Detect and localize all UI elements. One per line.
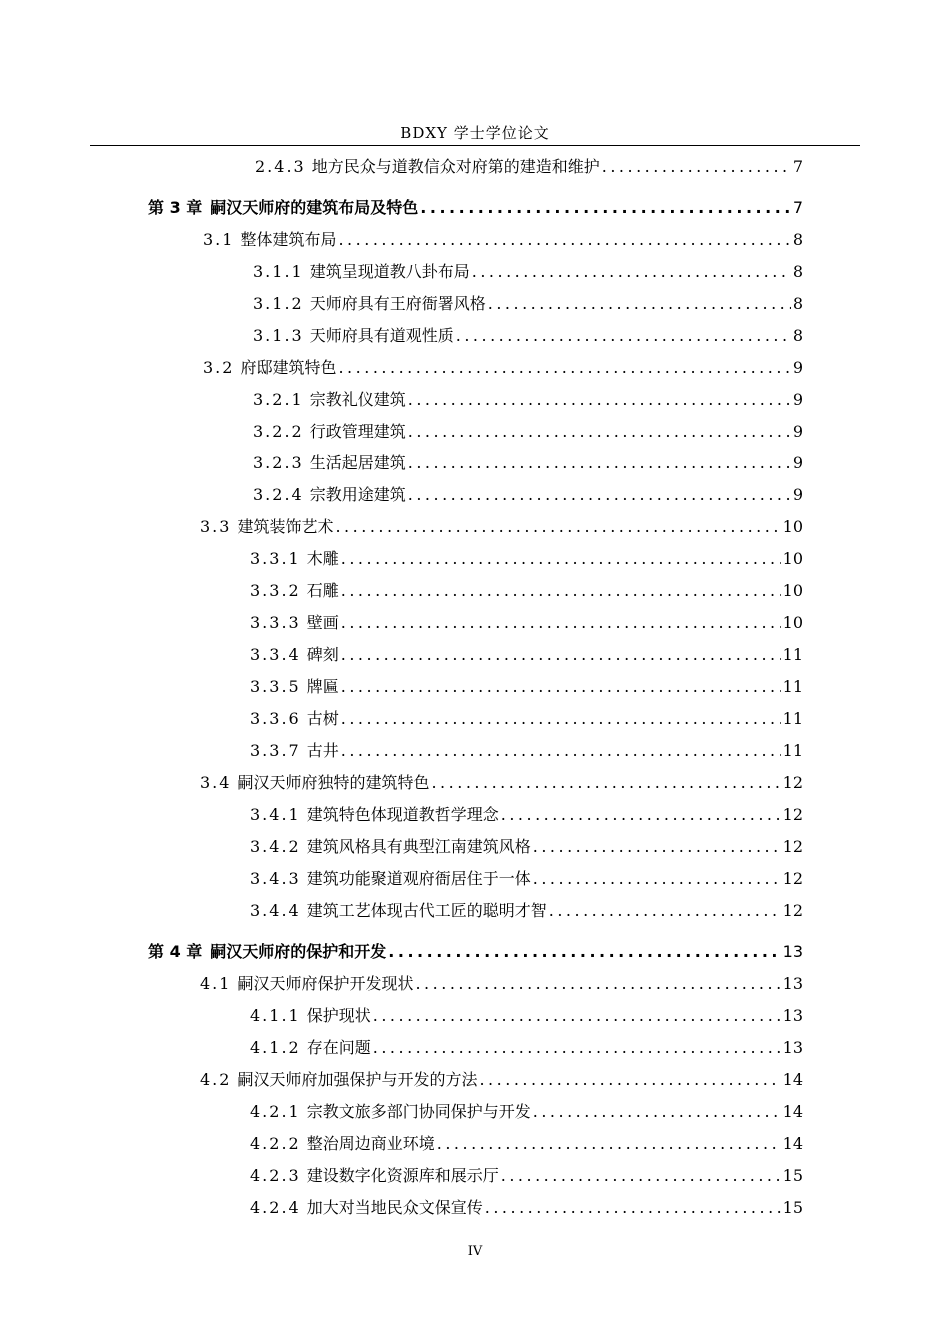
toc-entry-page: 9 [792,485,803,504]
toc-entry[interactable] [250,547,803,571]
toc-dot-leader [338,228,790,252]
toc-entry-page: 15 [782,1166,803,1185]
toc-entry-title: 牌匾 [306,677,339,696]
toc-dot-leader [437,1132,781,1156]
toc-dot-leader [408,420,791,444]
toc-entry-title: 嗣汉天师府的建筑布局及特色 [210,198,419,217]
toc-entry[interactable] [253,420,803,444]
toc-entry-title: 保护现状 [306,1006,371,1025]
toc-entry[interactable] [250,803,803,827]
toc-entry-title: 生活起居建筑 [309,453,406,472]
toc-entry-number: 3.1.1 [253,262,304,281]
toc-entry-page: 8 [792,230,803,249]
toc-entry-title: 天师府具有王府衙署风格 [309,294,486,313]
toc-entry-number: 3.4.1 [250,805,301,824]
toc-entry-number: 第 4 章 [148,942,203,961]
toc-entry-number: 2.4.3 [255,157,306,176]
toc-entry[interactable] [250,1100,803,1124]
toc-entry-number: 4.1.1 [250,1006,301,1025]
toc-entry-number: 3.1.3 [253,326,304,345]
toc-entry-number: 4.2 [200,1070,232,1089]
toc-entry-number: 第 3 章 [148,198,203,217]
toc-entry-page: 10 [782,581,803,600]
toc-dot-leader [341,643,781,667]
toc-dot-leader [335,515,780,539]
toc-entry-title: 壁画 [306,613,339,632]
toc-entry-title: 宗教文旅多部门协同保护与开发 [306,1102,531,1121]
toc-entry-number: 4.2.3 [250,1166,301,1185]
toc-entry-title: 建筑功能聚道观府衙居住于一体 [306,869,531,888]
toc-entry-page: 11 [782,645,803,664]
toc-entry[interactable] [250,867,803,891]
toc-entry-title: 建筑装饰艺术 [237,517,334,536]
toc-entry-page: 13 [782,974,803,993]
toc-entry-page: 9 [792,422,803,441]
toc-entry-title: 嗣汉天师府的保护和开发 [210,942,387,961]
toc-entry-number: 3.4 [200,773,232,792]
toc-entry-title: 行政管理建筑 [309,422,406,441]
toc-entry-number: 3.3 [200,517,232,536]
toc-entry[interactable] [253,324,803,348]
toc-entry-title: 古井 [306,741,339,760]
toc-dot-leader [420,196,791,220]
toc-entry[interactable] [250,1196,803,1220]
toc-entry-number: 3.3.6 [250,709,301,728]
toc-entry-page: 14 [782,1102,803,1121]
toc-entry[interactable] [250,1036,803,1060]
toc-dot-leader [388,940,780,964]
toc-dot-leader [408,388,791,412]
toc-entry-page: 7 [792,157,803,176]
toc-dot-leader [341,579,781,603]
toc-dot-leader [341,547,781,571]
toc-entry[interactable] [253,388,803,412]
toc-entry[interactable] [253,260,803,284]
toc-entry-number: 3.4.4 [250,901,301,920]
toc-entry[interactable] [200,972,803,996]
toc-entry-title: 府邸建筑特色 [240,358,337,377]
toc-entry-title: 木雕 [306,549,339,568]
toc-entry[interactable] [250,611,803,635]
toc-entry-page: 11 [782,709,803,728]
toc-entry-number: 4.1 [200,974,232,993]
toc-dot-leader [533,867,781,891]
toc-entry-page: 11 [782,741,803,760]
toc-entry-page: 8 [792,262,803,281]
toc-entry-title: 嗣汉天师府独特的建筑特色 [237,773,430,792]
toc-entry-number: 3.3.3 [250,613,301,632]
toc-entry[interactable] [203,228,803,252]
toc-entry-number: 3.2.3 [253,453,304,472]
toc-entry-number: 4.1.2 [250,1038,301,1057]
toc-entry[interactable] [200,1068,803,1092]
toc-entry-number: 3.3.1 [250,549,301,568]
toc-dot-leader [408,483,791,507]
toc-dot-leader [338,356,790,380]
toc-dot-leader [479,1068,780,1092]
toc-entry[interactable] [255,155,803,179]
toc-entry-number: 3.2.2 [253,422,304,441]
toc-entry-number: 4.2.1 [250,1102,301,1121]
toc-dot-leader [472,260,791,284]
toc-entry[interactable] [203,356,803,380]
toc-entry-number: 3.1 [203,230,235,249]
toc-entry-page: 9 [792,453,803,472]
toc-entry-number: 4.2.2 [250,1134,301,1153]
toc-entry[interactable] [250,1132,803,1156]
toc-entry[interactable] [250,1004,803,1028]
toc-dot-leader [501,1164,781,1188]
toc-dot-leader [431,771,780,795]
toc-entry-page: 13 [782,942,803,961]
toc-entry-title: 石雕 [306,581,339,600]
toc-entry-page: 11 [782,677,803,696]
toc-entry-number: 4.2.4 [250,1198,301,1217]
toc-dot-leader [602,155,791,179]
toc-entry[interactable] [200,771,803,795]
toc-entry-title: 建筑风格具有典型江南建筑风格 [306,837,531,856]
toc-entry-title: 嗣汉天师府加强保护与开发的方法 [237,1070,478,1089]
toc-entry-number: 3.2.1 [253,390,304,409]
toc-entry-number: 3.3.2 [250,581,301,600]
toc-entry-page: 12 [782,773,803,792]
toc-entry[interactable] [250,739,803,763]
toc-entry[interactable] [250,899,803,923]
toc-dot-leader [373,1036,781,1060]
toc-dot-leader [533,835,781,859]
toc-dot-leader [549,899,781,923]
toc-entry-title: 建设数字化资源库和展示厅 [306,1166,499,1185]
toc-entry-page: 10 [782,613,803,632]
toc-entry-title: 宗教礼仪建筑 [309,390,406,409]
toc-entry-number: 3.3.7 [250,741,301,760]
toc-entry[interactable] [200,515,803,539]
toc-entry-number: 3.2.4 [253,485,304,504]
toc-dot-leader [408,451,791,475]
toc-entry-page: 9 [792,358,803,377]
toc-entry[interactable] [250,643,803,667]
toc-entry[interactable] [250,579,803,603]
toc-entry-page: 14 [782,1070,803,1089]
toc-entry[interactable] [250,835,803,859]
toc-entry-title: 地方民众与道教信众对府第的建造和维护 [311,157,600,176]
toc-dot-leader [456,324,791,348]
toc-dot-leader [485,1196,781,1220]
toc-entry-title: 碑刻 [306,645,339,664]
toc-entry-page: 12 [782,805,803,824]
toc-entry-number: 3.4.3 [250,869,301,888]
toc-entry-page: 8 [792,294,803,313]
toc-entry-page: 7 [792,198,803,217]
toc-entry-page: 15 [782,1198,803,1217]
toc-dot-leader [533,1100,781,1124]
toc-entry-number: 3.3.4 [250,645,301,664]
toc-dot-leader [341,675,781,699]
toc-entry-page: 13 [782,1038,803,1057]
toc-entry[interactable] [253,451,803,475]
toc-entry-page: 12 [782,837,803,856]
toc-entry-title: 古树 [306,709,339,728]
toc-entry-title: 建筑特色体现道教哲学理念 [306,805,499,824]
toc-entry-page: 12 [782,869,803,888]
toc-dot-leader [373,1004,781,1028]
toc-entry-page: 13 [782,1006,803,1025]
toc-entry-number: 3.4.2 [250,837,301,856]
toc-entry-title: 天师府具有道观性质 [309,326,454,345]
toc-entry-title: 宗教用途建筑 [309,485,406,504]
toc-entry-page: 10 [782,517,803,536]
toc-dot-leader [341,739,781,763]
toc-dot-leader [488,292,791,316]
toc-entry-page: 14 [782,1134,803,1153]
toc-entry-number: 3.1.2 [253,294,304,313]
toc-dot-leader [501,803,781,827]
toc-entry-page: 10 [782,549,803,568]
toc-entry-title: 建筑呈现道教八卦布局 [309,262,470,281]
toc-entry-page: 9 [792,390,803,409]
toc-entry-title: 整体建筑布局 [240,230,337,249]
toc-entry-title: 嗣汉天师府保护开发现状 [237,974,414,993]
toc-chapter-entry[interactable] [148,196,803,220]
toc-entry-title: 存在问题 [306,1038,371,1057]
page-number: IV [467,1244,483,1259]
toc-chapter-entry[interactable] [148,940,803,964]
toc-entry[interactable] [250,675,803,699]
toc-entry[interactable] [253,292,803,316]
page-header-title: BDXY 学士学位论文 [400,124,550,142]
toc-entry-page: 12 [782,901,803,920]
toc-entry-number: 3.3.5 [250,677,301,696]
toc-entry-number: 3.2 [203,358,235,377]
toc-entry-page: 8 [792,326,803,345]
toc-entry-title: 加大对当地民众文保宣传 [306,1198,483,1217]
toc-dot-leader [341,707,781,731]
toc-entry[interactable] [250,707,803,731]
toc-dot-leader [341,611,781,635]
toc-entry-title: 建筑工艺体现古代工匠的聪明才智 [306,901,547,920]
toc-entry-title: 整治周边商业环境 [306,1134,435,1153]
toc-dot-leader [415,972,780,996]
toc-entry[interactable] [253,483,803,507]
toc-entry[interactable] [250,1164,803,1188]
